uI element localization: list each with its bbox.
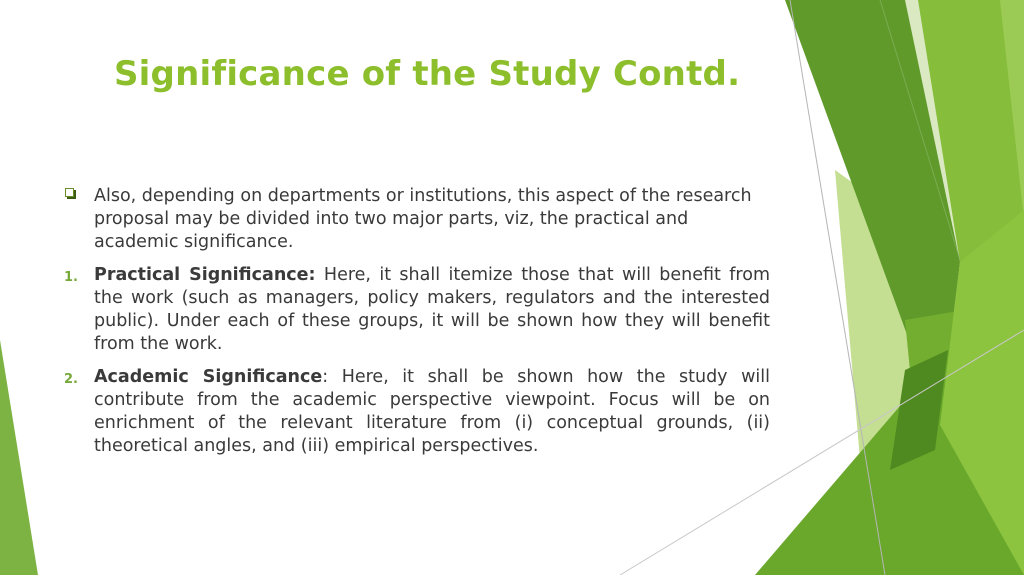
slide-body bbox=[62, 185, 770, 468]
intro-list-item bbox=[62, 185, 770, 254]
item-number: 1. bbox=[64, 270, 78, 285]
intro-text: Also, depending on departments or institutions, this aspect of the research proposal may be divided into two major parts, viz, the practical and academic significance. bbox=[94, 186, 752, 252]
item-heading: Practical Significance: bbox=[94, 265, 316, 285]
slide-title: Significance of the Study Contd. bbox=[114, 54, 741, 94]
item-text: : Here, it shall be shown how the study will contribute from the academic perspective viewpoint. Focus will be on enrichment of the relevant literature from (i) conceptual grounds, (ii) theoretical angles, and (iii) empirical perspectives. bbox=[94, 367, 770, 456]
item-text: Here, it shall itemize those that will benefit from the work (such as managers, policy makers, regulators and the interested public). Under each of these groups, it will be shown how they will benefit from the work. bbox=[94, 265, 771, 354]
left-edge-facet bbox=[0, 340, 38, 575]
item-heading: Academic Significance bbox=[94, 367, 323, 387]
hollow-square-bullet-icon bbox=[65, 188, 76, 199]
numbered-list-item bbox=[62, 366, 770, 458]
numbered-list-item bbox=[62, 264, 770, 356]
item-number: 2. bbox=[64, 372, 78, 387]
